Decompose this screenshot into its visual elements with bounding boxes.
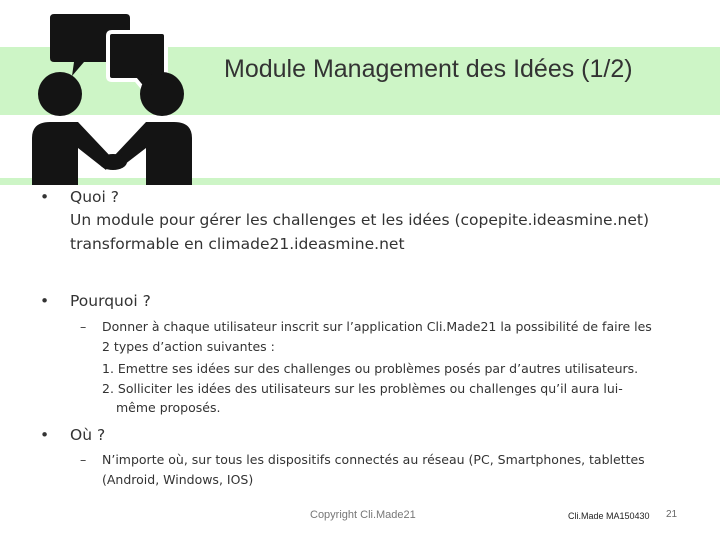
dash-pourquoi: – — [80, 319, 87, 334]
ou-line-1: N’importe où, sur tous les dispositifs connectés au réseau (PC, Smartphones, tablettes — [102, 452, 645, 467]
pourquoi-line-3: 1. Emettre ses idées sur des challenges ou problèmes posés par d’autres utilisateurs. — [102, 361, 639, 376]
bullet-pourquoi: • — [40, 292, 50, 310]
heading-ou: Où ? — [70, 426, 106, 444]
pourquoi-line-4: 2. Solliciter les idées des utilisateurs sur les problèmes ou challenges qu’il aura lui- — [102, 381, 623, 396]
bullet-quoi: • — [40, 188, 50, 206]
footer-reference: Cli.Made MA150430 — [568, 511, 650, 521]
ou-line-2: (Android, Windows, IOS) — [102, 472, 254, 487]
quoi-line-2: transformable en climade21.ideasmine.net — [70, 235, 405, 253]
heading-quoi: Quoi ? — [70, 188, 119, 206]
people-discussion-handshake-icon — [22, 10, 202, 185]
slide-title: Module Management des Idées (1/2) — [224, 55, 633, 83]
bullet-ou: • — [40, 426, 50, 444]
pourquoi-line-2: 2 types d’action suivantes : — [102, 339, 275, 354]
pourquoi-line-5: même proposés. — [116, 400, 221, 415]
heading-pourquoi: Pourquoi ? — [70, 292, 151, 310]
page-number: 21 — [666, 509, 678, 520]
dash-ou: – — [80, 452, 87, 467]
pourquoi-line-1: Donner à chaque utilisateur inscrit sur l’application Cli.Made21 la possibilité de faire les — [102, 319, 652, 334]
footer-copyright: Copyright Cli.Made21 — [310, 509, 416, 521]
quoi-line-1: Un module pour gérer les challenges et les idées (copepite.ideasmine.net) — [70, 211, 649, 229]
